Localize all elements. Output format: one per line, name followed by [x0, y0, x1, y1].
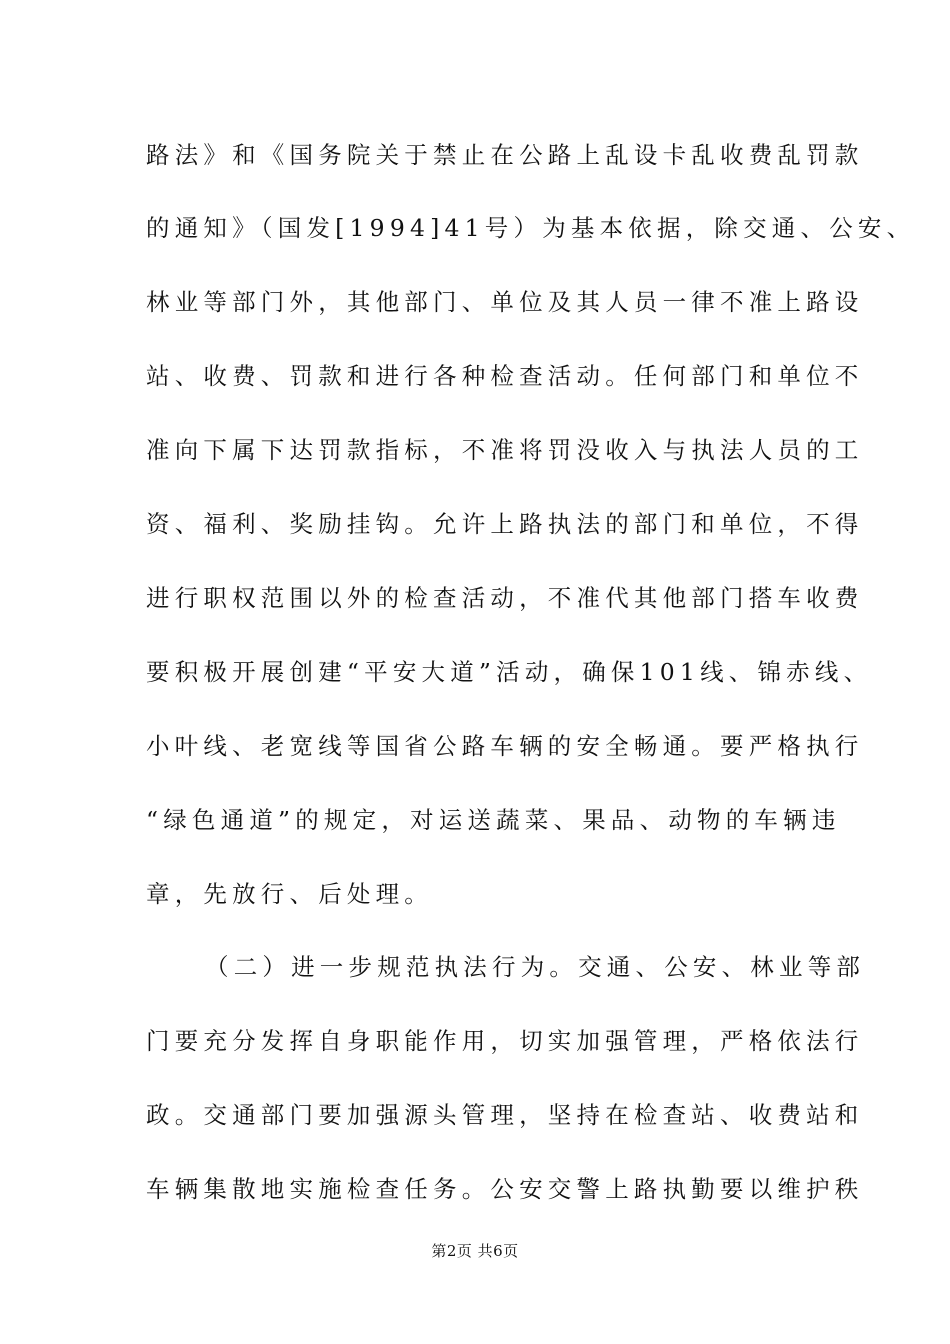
text-line: 要积极开展创建“平安大道”活动，确保101线、锦赤线、	[146, 658, 873, 686]
text-line: 政。交通部门要加强源头管理，坚持在检查站、收费站和	[146, 1101, 864, 1129]
page-number-footer: 第2页 共6页	[431, 1242, 519, 1260]
text-line: “绿色通道”的规定，对运送蔬菜、果品、动物的车辆违	[146, 806, 841, 834]
text-line: 林业等部门外，其他部门、单位及其人员一律不准上路设	[146, 288, 864, 316]
text-line: 的通知》（国发[1994]41号）为基本依据，除交通、公安、	[146, 214, 916, 242]
section-heading-line: （二）进一步规范执法行为。交通、公安、林业等部	[205, 953, 866, 981]
text-line: 资、福利、奖励挂钩。允许上路执法的部门和单位，不得	[146, 510, 864, 538]
text-line: 车辆集散地实施检查任务。公安交警上路执勤要以维护秩	[146, 1175, 864, 1203]
text-line: 章，先放行、后处理。	[146, 880, 433, 908]
text-line: 进行职权范围以外的检查活动，不准代其他部门搭车收费	[146, 584, 864, 612]
text-line: 准向下属下达罚款指标，不准将罚没收入与执法人员的工	[146, 436, 864, 464]
text-line: 站、收费、罚款和进行各种检查活动。任何部门和单位不	[146, 362, 864, 390]
text-line: 门要充分发挥自身职能作用，切实加强管理，严格依法行	[146, 1027, 864, 1055]
text-line: 路法》和《国务院关于禁止在公路上乱设卡乱收费乱罚款	[146, 141, 864, 169]
text-line: 小叶线、老宽线等国省公路车辆的安全畅通。要严格执行	[146, 732, 864, 760]
